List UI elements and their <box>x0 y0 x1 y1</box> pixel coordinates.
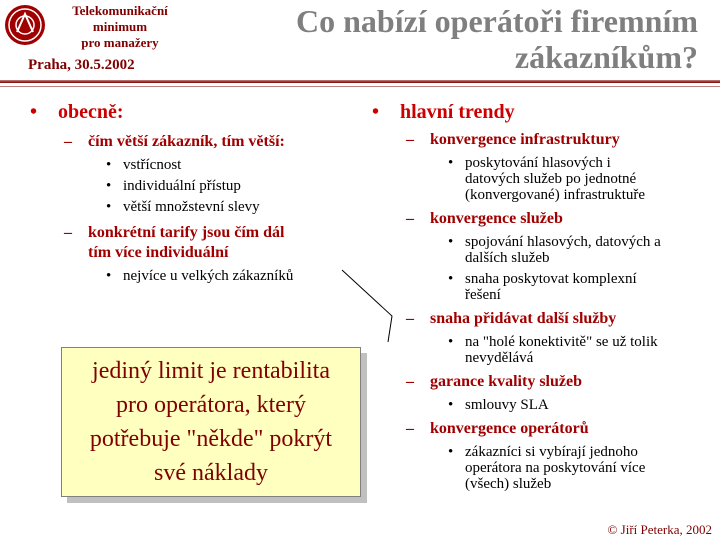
right-column <box>370 100 715 492</box>
sub-bullet: – konvergence operátorů <box>406 420 589 437</box>
sub-bullet: – konvergence infrastruktury <box>406 131 620 148</box>
slide-title: Co nabízí operátoři firemním zákazníkům? <box>295 3 698 75</box>
sub-bullet: – čím větší zákazník, tím větší: <box>64 133 285 150</box>
list-item: • nejvíce u velkých zákazníků <box>106 268 294 284</box>
bullet-general: • obecně: <box>30 101 124 123</box>
sub-bullet: – garance kvality služeb <box>406 373 582 390</box>
divider <box>0 80 720 83</box>
copyright-footer: © Jiří Peterka, 2002 <box>607 522 712 537</box>
list-item: • spojování hlasových, datových a dalších služeb <box>448 234 661 266</box>
sub-bullet: – konvergence služeb <box>406 210 563 227</box>
list-item: • vstřícnost <box>106 157 182 173</box>
sub-bullet: – konkrétní tarify jsou čím dál tím více individuální <box>64 224 285 261</box>
bullet-trends: • hlavní trendy <box>372 101 515 123</box>
divider-thin <box>0 86 720 87</box>
logo-emblem <box>4 4 46 46</box>
callout-box: jediný limit je rentabilita pro operátora, který potřebuje "někde" pokrýt své náklady <box>61 347 361 497</box>
list-item: • poskytování hlasových i datových služeb po jednotné (konvergované) infrastruktuře <box>448 155 646 203</box>
date-place: Praha, 30.5.2002 <box>28 57 135 73</box>
course-title: Telekomunikační minimum pro manažery <box>72 3 168 50</box>
list-item: • větší množstevní slevy <box>106 199 260 215</box>
list-item: • na "holé konektivitě" se už tolik nevydělává <box>448 334 658 366</box>
sub-bullet: – snaha přidávat další služby <box>406 310 617 327</box>
list-item: • snaha poskytovat komplexní řešení <box>448 271 637 303</box>
left-column <box>28 100 358 284</box>
list-item: • zákazníci si vybírají jednoho operátora na poskytování více (všech) služeb <box>448 444 646 492</box>
list-item: • smlouvy SLA <box>448 397 549 413</box>
list-item: • individuální přístup <box>106 178 241 194</box>
